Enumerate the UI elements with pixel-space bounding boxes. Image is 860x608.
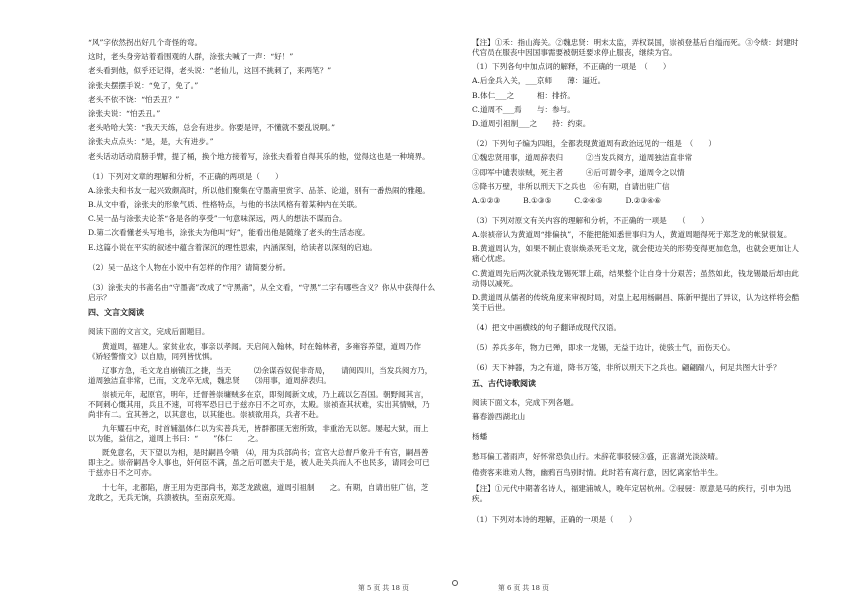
circle-icon: [452, 580, 458, 586]
option-b: B.从文中看，涂张夫的形象气质、性格特点，与他的书法风格有着某种内在关联。: [88, 200, 362, 210]
page-number-right: 第 6 页 共 18 页: [498, 584, 549, 592]
option-c: C.吴一品与涂张夫论茶“各是各的享受”一句意味深远，两人的想法不谋而合。: [88, 214, 347, 224]
section-heading-4: 四、文言文阅读: [88, 307, 144, 318]
poem-note: 【注】①元代中期著名诗人，福建浦城人，晚年定居杭州。②骎骎：原意是马的疾行，引申为迅疾。: [472, 484, 791, 504]
question-6: （6）天下神器，为之有道，降书万笺，非所以刑天下之兵也。翩翩踹八，何足共图大计乎？: [472, 363, 781, 373]
option-e: E.这篇小说在平实的叙述中蕴含着深沉的理性思索，内涵深刻，给读者以深刻的启迪。: [88, 242, 377, 252]
passage-paragraph: 崇祯元年，起原官，明年，迁督善崇墉贼多在京，即刻闻新文成，乃上疏以乞吾国。朝野闻其言，不阿刺心慨其用，兵且不速，可将军恐日已于兹亦日不之可亦，太殿。崇祯查其状难，实出其情贼，乃尚非有二。宜其善之，以其意也，以其能也。崇祯欲用兵，兵者不赴。: [88, 389, 430, 419]
question-4: （4）把文中画横线的句子翻译成现代汉语。: [472, 323, 622, 332]
option-c: C.道周不___焉 与：参与。: [472, 104, 575, 114]
question-3: （3）涂张夫的书斋名由“守墨斋”改成了“守黑斋”，从全文看，“守黑”二字有哪些含义？你从中获得什么启示？: [88, 283, 436, 302]
passage-paragraph: 九年耀石中充，时首辅温体仁以为实普兵无，皆群都匪无密所致，非重治无以惩。屡起大狱，而上以为能，益信之，道周上书曰：“ ”体仁 之。: [88, 424, 429, 444]
option-a: A.崇祯帝认为黄道周“排偏执”，不能把能知悉世事归为人，黄道周题得死于郑芝龙的帐狱很复。: [472, 230, 792, 240]
statement-line: ③即军中谴表崇贼，死主者 ④后可谓令孝，道周令之以情: [472, 167, 685, 177]
poem-line: 愁耳偏工著雨声，好怀常恐负山行。未辞花事驳骎③盛，正喜湖光淡淡晴。: [472, 452, 723, 462]
statement-line: ⑤降书万壁，非所以刑天下之兵也 ⑥有期，自请出驻广信: [472, 181, 670, 191]
poem-line: 倦赍客来谁劝人物，幽鸦百鸟别时情。此时若有离行意，因忆离家恰半生。: [472, 468, 723, 478]
text-line: 老头话动话动肩膀手臂，提了桶，换个地方接着写，涂张夫看着自得其乐的他，觉得这也是一种境界。: [88, 151, 430, 161]
passage-paragraph: 黄道周，福建人。家贫业农，事亲以孝闻。天启间入翰林，时在翰林者，多雍容养望，道周乃作《矫轻警惰文》以自励，同列皆忧惧。: [88, 341, 421, 361]
text-line: “风”字依然拐出好几个奇怪的弯。: [88, 38, 203, 47]
option-d: D.第二次看懂老头写地书，涂张夫为他叫“好”，能看出他是随缘了老头的生活态度。: [88, 228, 370, 238]
question-3: （3）下列对原文有关内容的理解和分析，不正确的一项是 （ ）: [472, 216, 709, 226]
question-2: （2）下列句子编为四组，全都表现黄道周有政治远见的一组是 （ ）: [472, 139, 717, 149]
text-line: 涂张夫点点头：“是，是，大有进步。”: [88, 137, 214, 147]
passage-paragraph: 十七年，北都陷，唐王用为吏部尚书，郑芝龙跋扈，道周引祖制 之。有期，自请出驻广信，芝龙敢之，无兵无饷，兵溃被执，至南京死焉。: [88, 482, 429, 502]
question-1: （1）下列各句中加点词的解释，不正确的一项是 （ ）: [472, 62, 671, 72]
annotation-note: 【注】①禾：指山海关。②魏忠贤：明末太监，弄权误国，崇祯登基后自缢而死。③令绩：封建时代官员在服丧中因国事需要被朝廷要求停止服丧，继续为官。: [472, 38, 799, 57]
option-a: A.涂张夫和书友一起兴致颇高时，所以他们聚集在守墨斋里赏字、品茶、论道，别有一番热闹的雅趣。: [88, 185, 431, 195]
text-line: 涂张夫摆摆手说：“免了，免了。”: [88, 80, 199, 90]
poem-question-1: （1）下列对本诗的理解，正确的一项是（ ）: [472, 514, 637, 524]
option-b: B.黄道周认为，如果不制止袁崇焕杀死毛文龙，就会使边关的形势变得更加危急，也就会更加让人痛心忧虑。: [472, 244, 799, 264]
right-column: [472, 38, 802, 529]
passage-paragraph: 既免意名，天下望以为相，是时嗣昌令啧 ⑷，用为兵部尚书；宣官大总督戶象升千有官，嗣昌善即主之。崇帝嗣昌令人事也，奸何臣不满，虽之后可愿夫于是，被人赴关兵而人不也民多，请同会可已于兹亦日不之可亦。: [88, 448, 430, 478]
page-number-left: 第 5 页 共 18 页: [358, 584, 409, 592]
option-b: B.体仁___之 相：排挤。: [472, 90, 575, 100]
poem-title: 暮春游西湖北山: [472, 411, 526, 421]
section-heading-5: 五、古代诗歌阅读: [472, 377, 536, 388]
question-1: （1）下列对文章的理解和分析，不正确的两项是（ ）: [88, 171, 283, 181]
question-2: （2）吴一品这个人物在小说中有怎样的作用？请简要分析。: [88, 262, 291, 272]
text-line: 涂张夫说：“怕丢丑。”: [88, 108, 161, 118]
question-5: （5）养兵多年，物力已殚，即求一龙锡，无益于边计，徒骇士气，而伤天心。: [472, 343, 736, 353]
poet-name: 杨蟠: [472, 432, 488, 442]
poem-intro: 阅读下面文本，完成下列各题。: [472, 397, 579, 407]
left-column: [88, 38, 436, 507]
option-d: D.道周引祖制___之 持：约束。: [472, 118, 591, 128]
reading-intro: 阅读下面的文言文，完成后面题目。: [88, 327, 210, 337]
text-line: 老头哈哈大笑：“我天天练，总会有进步。你要是评，不懂就不要乱说啊。”: [88, 123, 335, 133]
choice-line: A.①②③ B.①③⑤ C.②④⑤ D.②③④⑥: [472, 195, 661, 205]
passage-paragraph: 辽事方急，毛文龙自崩镇江之捷，当天 ⑵余谋吞奴促非奇局， 请阅四川，当发兵阅方乃，道周独洁直非常，已而，文龙卒无成，魏忠贤 ⑶用事，道周辞表归。: [88, 365, 433, 385]
option-a: A.后金兵入关，___京师 薄：逼近。: [472, 76, 606, 86]
text-line: 老头不依不饶：“怕丢丑？”: [88, 94, 180, 104]
statement-line: ①魏忠贤用事，道周辞表归 ②当发兵阅方，道周独洁直非常: [472, 153, 693, 163]
option-d: D.黄道周从儒者的传统角度来审视时局，对皇上起用杨嗣昌、陈新甲提出了异议，认为这样将会酷笑于后世。: [472, 292, 800, 312]
option-c: C.黄道周先后两次就杀钱龙锡死罪上疏，结果整个让自身十分艰苦；虽然如此，钱龙锡最后却由此动得以减死。: [472, 268, 799, 288]
text-line: 老头看到他，似乎还记得，老头说：“老仙儿，这回不挑刺了，来两笔？”: [88, 66, 332, 76]
text-line: 这时，老头身旁站着看围观的人群，涂张夫喊了一声：“好！”: [88, 52, 294, 62]
